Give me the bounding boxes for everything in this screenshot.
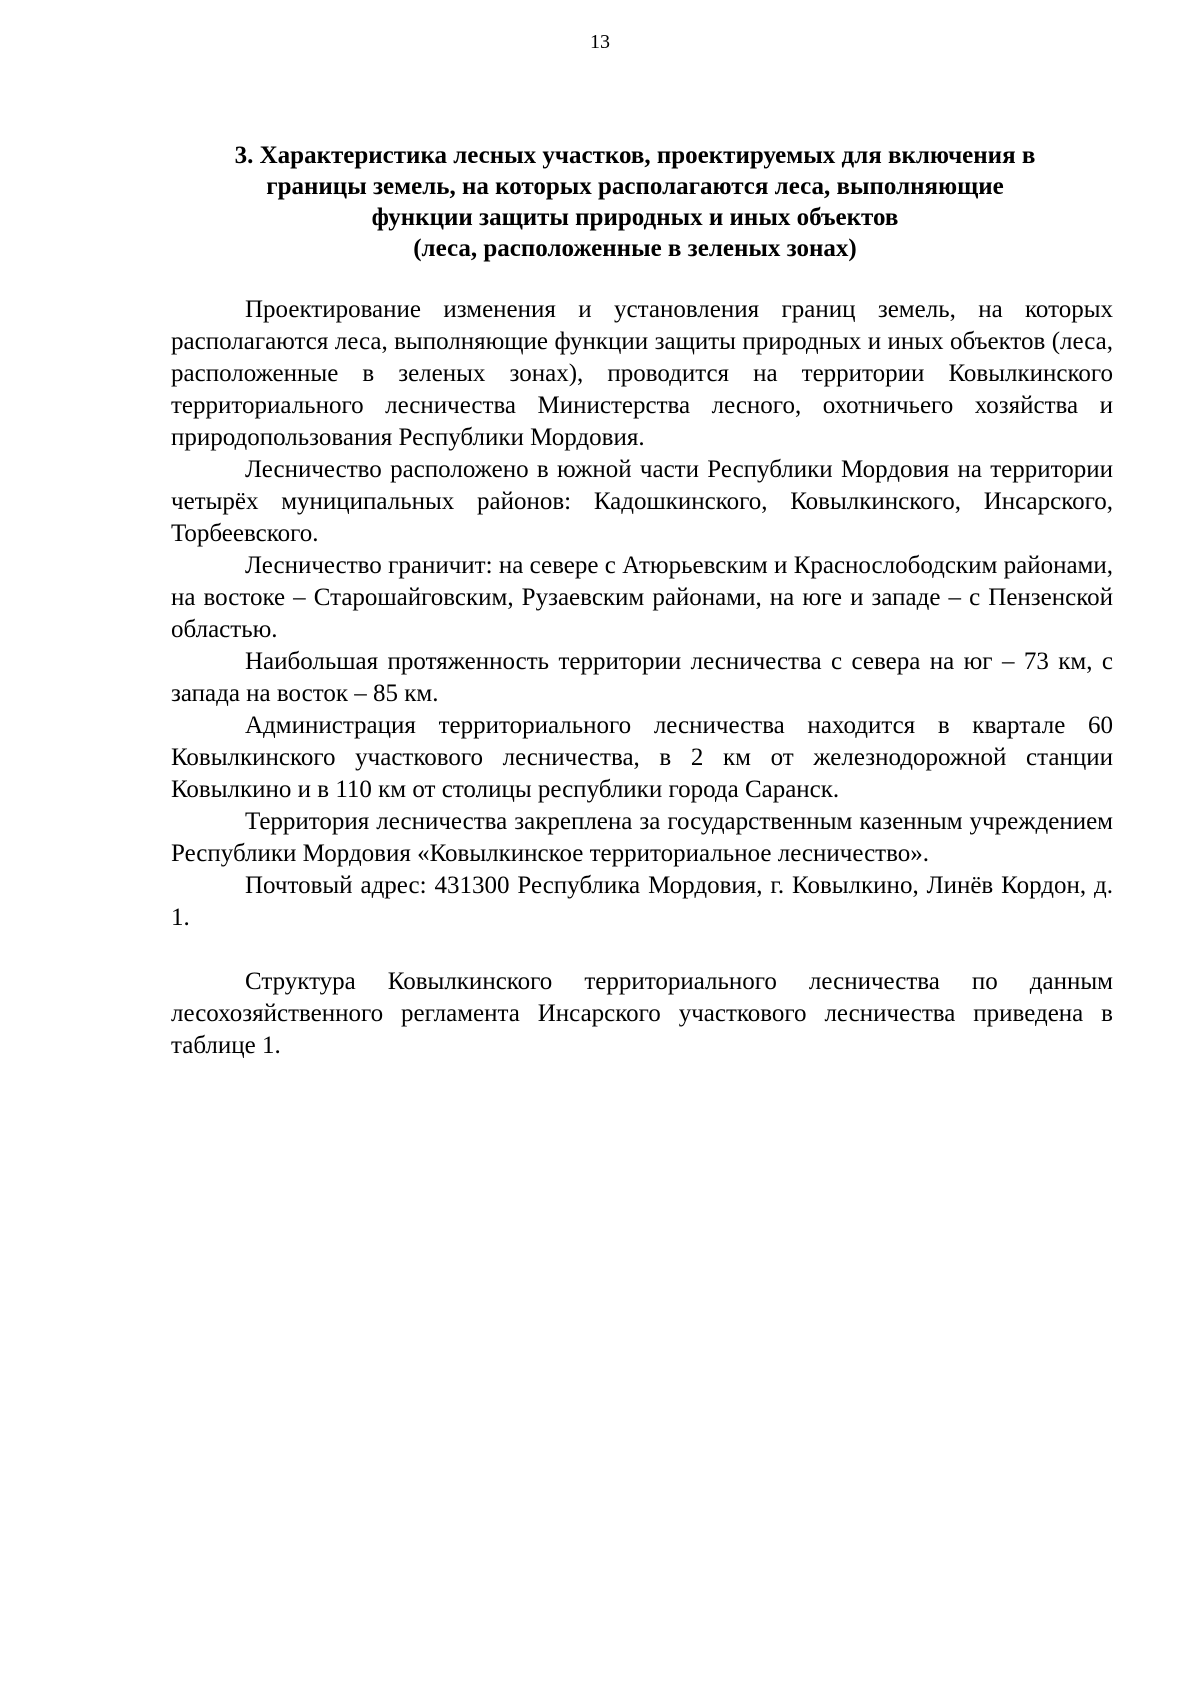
paragraph-assignment: Территория лесничества закреплена за государственным казенным учреждением Республики Мордовия «Ковылкинское территориальное лесничество».: [171, 808, 1113, 867]
heading-line: функции защиты природных и иных объектов: [371, 204, 899, 231]
section-heading: [150, 140, 1120, 264]
paragraph-administration: Администрация территориального лесничества находится в квартале 60 Ковылкинского участкового лесничества, в 2 км от железнодорожной станции Ковылкино и в 110 км от столицы республики города Саранск.: [171, 712, 1113, 803]
paragraph-structure-reference: Структура Ковылкинского территориального лесничества по данным лесохозяйственного регламента Инсарского участкового лесничества приведена в таблице 1.: [171, 968, 1113, 1059]
paragraph-extent: Наибольшая протяженность территории лесничества с севера на юг – 73 км, с запада на восток – 85 км.: [171, 648, 1113, 707]
page-number: 13: [590, 31, 610, 53]
body-text: [171, 294, 1113, 1062]
paragraph-postal-address: Почтовый адрес: 431300 Республика Мордовия, г. Ковылкино, Линёв Кордон, д. 1.: [171, 872, 1113, 931]
heading-line: (леса, расположенные в зеленых зонах): [413, 235, 857, 262]
paragraph-borders: Лесничество граничит: на севере с Атюрьевским и Краснослободским районами, на востоке – Старошайговским, Рузаевским районами, на юге и западе – с Пензенской областью.: [171, 552, 1113, 643]
heading-line: 3. Характеристика лесных участков, проектируемых для включения в: [234, 142, 1036, 169]
heading-line: границы земель, на которых располагаются леса, выполняющие: [266, 173, 1004, 200]
paragraph-design-overview: Проектирование изменения и установления границ земель, на которых располагаются леса, выполняющие функции защиты природных и иных объектов (леса, расположенные в зеленых зонах), проводится на территории Ковылкинского территориального лесничества Министерства лесного, охотничьего хозяйства и природопользования Республики Мордовия.: [171, 296, 1113, 451]
paragraph-location: Лесничество расположено в южной части Республики Мордовия на территории четырёх муниципальных районов: Кадошкинского, Ковылкинского, Инсарского, Торбеевского.: [171, 456, 1113, 547]
